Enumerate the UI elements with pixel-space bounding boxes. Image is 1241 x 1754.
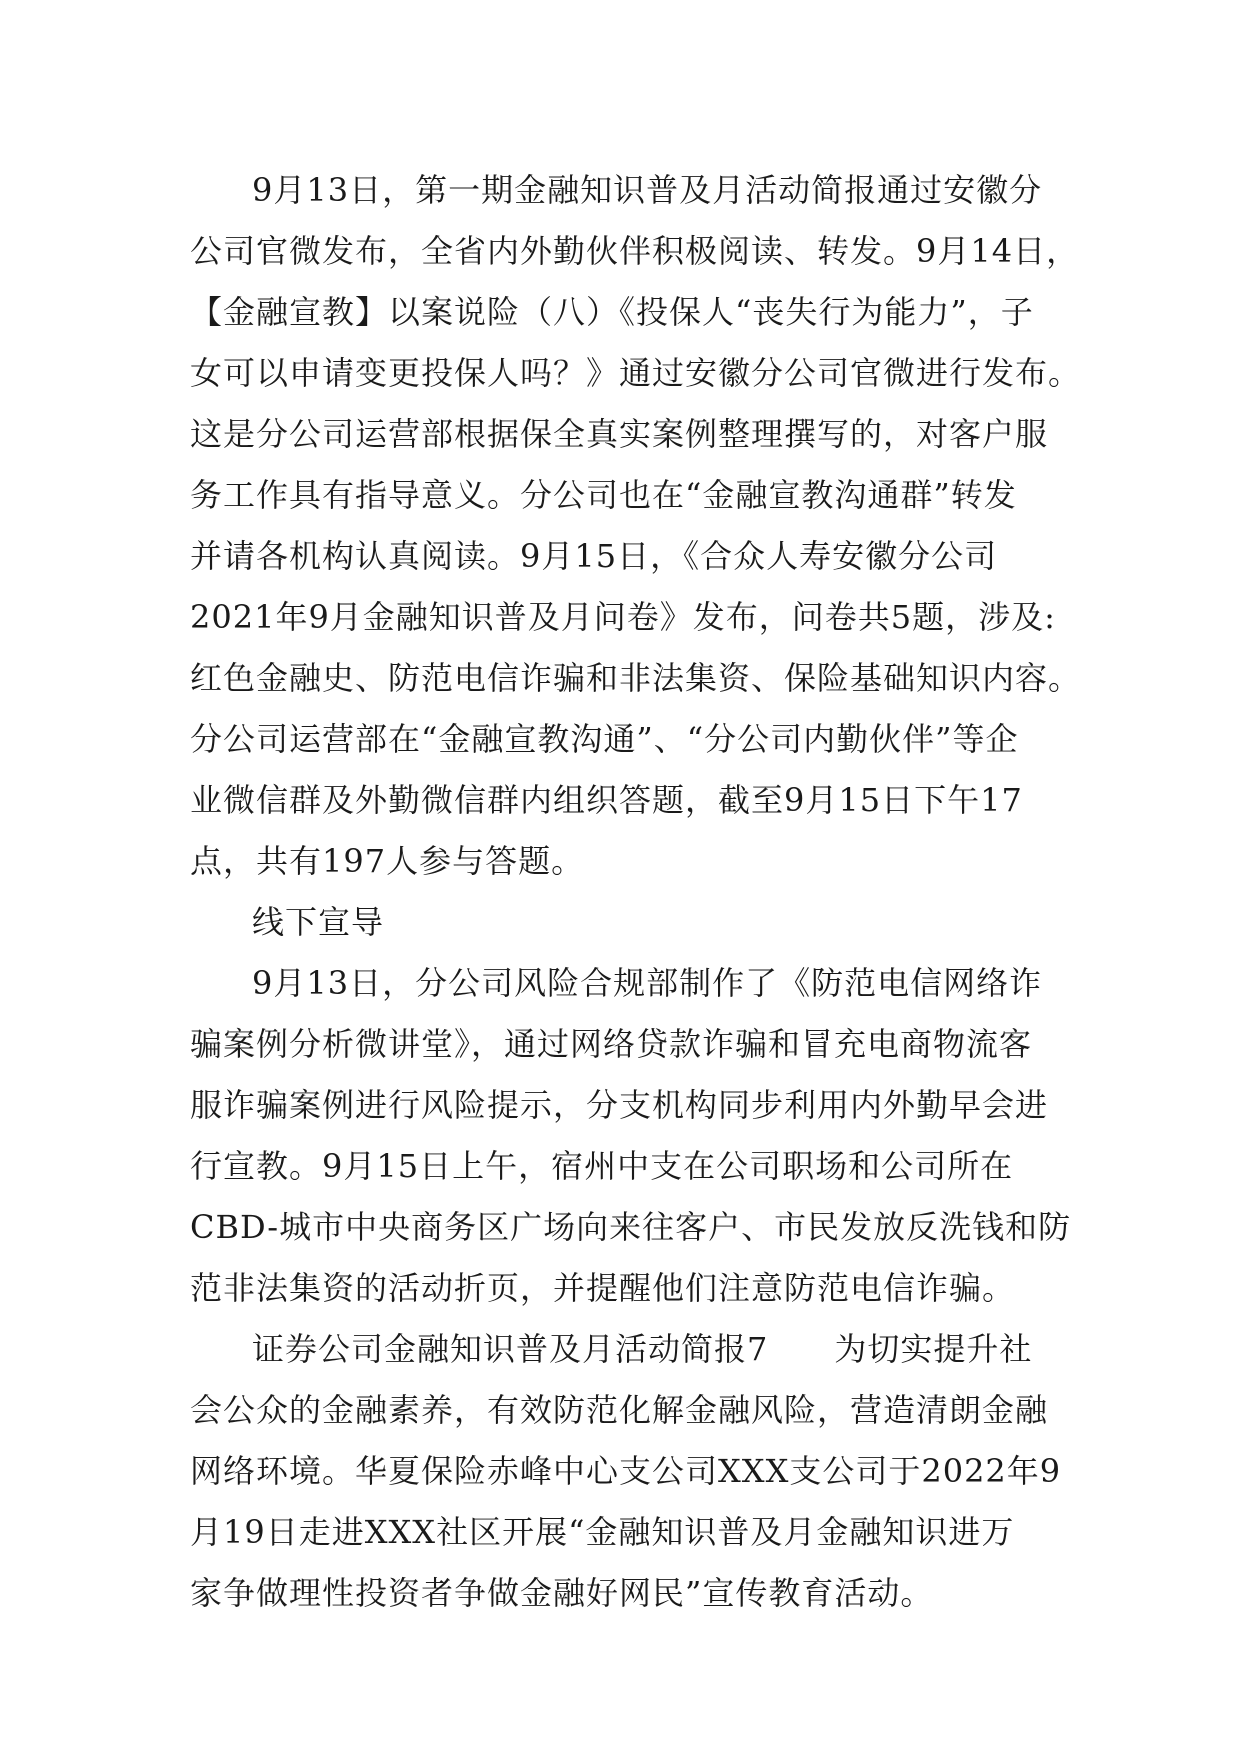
- paragraph-3-line-3: 网络环境。华夏保险赤峰中心支公司XXX支公司于2022年9: [190, 1452, 1062, 1490]
- paragraph-2-line-1: 9月13日，分公司风险合规部制作了《防范电信网络诈: [252, 964, 1043, 1002]
- paragraph-2-line-3: 服诈骗案例进行风险提示，分支机构同步利用内外勤早会进: [190, 1086, 1049, 1124]
- paragraph-3-line-4: 月19日走进XXX社区开展“金融知识普及月金融知识进万: [190, 1513, 1015, 1551]
- paragraph-1-line-8: 2021年9月金融知识普及月问卷》发布，问卷共5题，涉及:: [190, 598, 1056, 636]
- paragraph-3-line-1: 证券公司金融知识普及月活动简报7 为切实提升社: [252, 1330, 1033, 1368]
- section-heading-offline: 线下宣导: [252, 903, 385, 941]
- paragraph-1-line-1: 9月13日，第一期金融知识普及月活动简报通过安徽分: [252, 171, 1043, 209]
- paragraph-1-line-11: 业微信群及外勤微信群内组织答题，截至9月15日下午17: [190, 781, 1023, 819]
- paragraph-1-line-5: 这是分公司运营部根据保全真实案例整理撰写的，对客户服: [190, 415, 1049, 453]
- paragraph-3-line-2: 会公众的金融素养，有效防范化解金融风险，营造清朗金融: [190, 1391, 1049, 1429]
- paragraph-1-line-10: 分公司运营部在“金融宣教沟通”、“分公司内勤伙伴”等企: [190, 720, 1019, 758]
- paragraph-2-line-4: 行宣教。9月15日上午，宿州中支在公司职场和公司所在: [190, 1147, 1014, 1185]
- paragraph-1-line-12: 点，共有197人参与答题。: [190, 842, 585, 880]
- paragraph-1-line-6: 务工作具有指导意义。分公司也在“金融宣教沟通群”转发: [190, 476, 1017, 514]
- paragraph-1-line-3: 【金融宣教】以案说险（八）《投保人“丧失行为能力”，子: [190, 293, 1034, 331]
- paragraph-2-line-2: 骗案例分析微讲堂》，通过网络贷款诈骗和冒充电商物流客: [190, 1025, 1033, 1063]
- paragraph-1-line-2: 公司官微发布，全省内外勤伙伴积极阅读、转发。9月14日，: [190, 232, 1080, 270]
- document-body: [190, 160, 1082, 1624]
- paragraph-3-line-5: 家争做理性投资者争做金融好网民”宣传教育活动。: [190, 1574, 934, 1612]
- paragraph-1-line-7: 并请各机构认真阅读。9月15日，《合众人寿安徽分公司: [190, 537, 998, 575]
- paragraph-1-line-4: 女可以申请变更投保人吗？》通过安徽分公司官微进行发布。: [190, 354, 1082, 392]
- paragraph-2-line-6: 范非法集资的活动折页，并提醒他们注意防范电信诈骗。: [190, 1269, 1016, 1307]
- paragraph-2-line-5: CBD-城市中央商务区广场向来往客户、市民发放反洗钱和防: [190, 1208, 1072, 1246]
- paragraph-1-line-9: 红色金融史、防范电信诈骗和非法集资、保险基础知识内容。: [190, 659, 1082, 697]
